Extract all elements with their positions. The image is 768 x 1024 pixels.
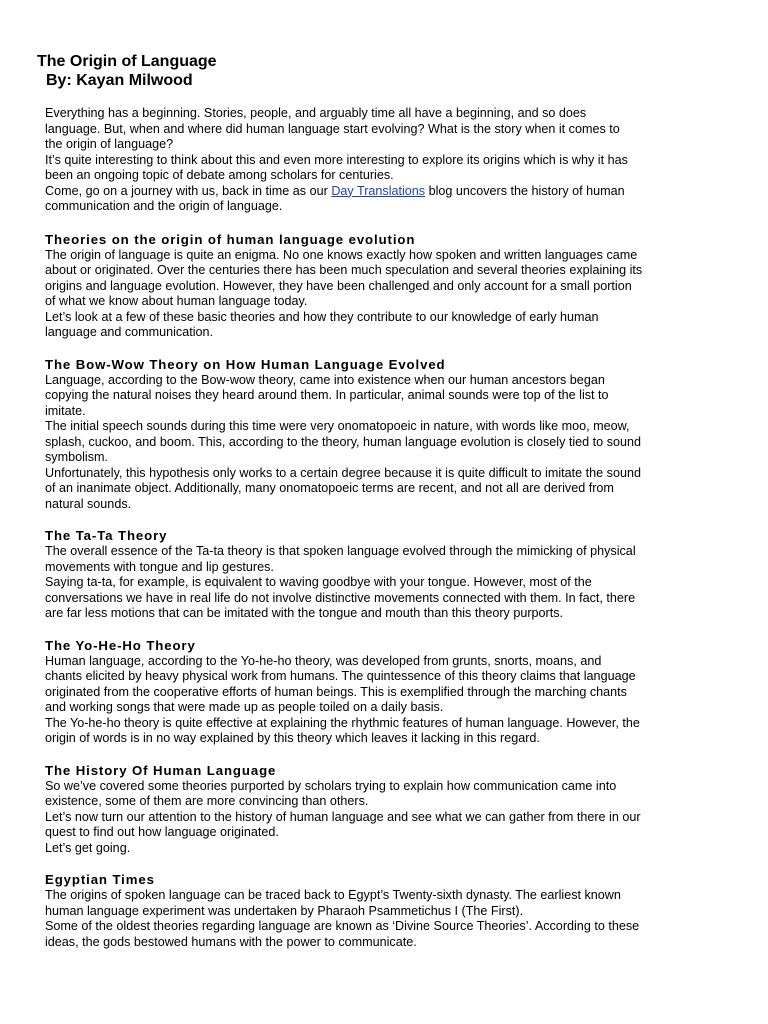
text-line: So we’ve covered some theories purported by scholars trying to explain how communication came into (45, 778, 617, 793)
text-line: splash, cuckoo, and boom. This, according to the theory, human language evolution is closely tied to sound (45, 434, 642, 449)
text-line: language and communication. (45, 325, 214, 339)
document-title: The Origin of Language (37, 53, 217, 70)
text-line (45, 184, 735, 200)
text-line: conversations we have in real life do not involve distinctive movements connected with them. In fact, there (45, 590, 636, 605)
section-heading: The Bow-Wow Theory on How Human Language Evolved (45, 356, 446, 372)
text-line: It’s quite interesting to think about this and even more interesting to explore its origins which is why it has (45, 152, 628, 167)
section-heading: Theories on the origin of human language evolution (45, 231, 416, 247)
text-line: human language experiment was undertaken by Pharaoh Psammetichus I (The First). (45, 903, 524, 918)
text-line: and working songs that were made up as people toiled on a daily basis. (45, 700, 444, 714)
sections-container (45, 232, 735, 951)
text-line: The overall essence of the Ta-ta theory is that spoken language evolved through the mimicking of physical (45, 544, 636, 558)
text-line: are far less motions that can be imitated with the tongue and mouth than this theory purports. (45, 606, 564, 620)
text-line: Human language, according to the Yo-he-ho theory, was developed from grunts, snorts, moans, and (45, 653, 602, 668)
text-line: Let’s get going. (45, 840, 131, 855)
link-line-after: blog uncovers the history of human (425, 183, 625, 198)
text-line: imitate. (45, 403, 86, 418)
text-line: about or originated. Over the centuries there has been much speculation and several theories explaining its (45, 263, 643, 277)
text-line: quest to find out how language originated. (45, 825, 279, 839)
text-line: Let’s look at a few of these basic theories and how they contribute to our knowledge of early human (45, 309, 599, 324)
document-author: By: Kayan Milwood (46, 72, 193, 89)
section-paragraph (45, 779, 735, 857)
text-line: movements with tongue and lip gestures. (45, 559, 274, 574)
day-translations-link[interactable]: Day Translations (331, 183, 426, 198)
text-line: symbolism. (45, 450, 108, 464)
text-line: The Yo-he-ho theory is quite effective at explaining the rhythmic features of human language. However, the (45, 715, 640, 730)
text-line: Unfortunately, this hypothesis only works to a certain degree because it is quite difficult to imitate the sound (45, 465, 641, 480)
text-line: copying the natural noises they heard around them. In particular, animal sounds were top of the list to (45, 388, 609, 402)
text-line: The initial speech sounds during this time were very onomatopoeic in nature, with words like moo, meow, (45, 419, 630, 433)
section-paragraph (45, 544, 735, 622)
text-line: language. But, when and where did human language start evolving? What is the story when it comes to (45, 121, 620, 136)
text-line: communication and the origin of language. (45, 199, 283, 213)
link-line-before: Come, go on a journey with us, back in time as our (45, 183, 332, 198)
section-paragraph (45, 888, 735, 950)
text-line: Language, according to the Bow-wow theory, came into existence when our human ancestors began (45, 372, 605, 387)
text-line: ideas, the gods bestowed humans with the power to communicate. (45, 934, 417, 949)
section-paragraph (45, 248, 735, 341)
text-line: origin of words is in no way explained by this theory which leaves it lacking in this regard. (45, 731, 540, 745)
text-line: originated from the cooperative efforts of human beings. This is exemplified through the marching chants (45, 684, 627, 699)
section-heading: The Ta-Ta Theory (45, 528, 168, 543)
text-line: Everything has a beginning. Stories, people, and arguably time all have a beginning, and so does (45, 106, 587, 120)
text-line: of what we know about human language today. (45, 294, 308, 308)
section-paragraph (45, 654, 735, 747)
text-line: The origin of language is quite an enigma. No one knows exactly how spoken and written languages came (45, 247, 638, 262)
text-line: been an ongoing topic of debate among scholars for centuries. (45, 168, 394, 182)
text-line: Saying ta-ta, for example, is equivalent to waving goodbye with your tongue. However, most of the (45, 575, 592, 589)
document-body (45, 106, 735, 950)
text-line: natural sounds. (45, 496, 132, 511)
intro-paragraph (45, 106, 735, 215)
section-heading: The Yo-He-Ho Theory (45, 637, 196, 653)
text-line: Let’s now turn our attention to the history of human language and see what we can gather from there in our (45, 809, 641, 824)
text-line: The origins of spoken language can be traced back to Egypt’s Twenty-sixth dynasty. The earliest known (45, 888, 621, 902)
text-line: existence, some of them are more convincing than others. (45, 794, 369, 808)
section-heading: Egyptian Times (45, 872, 155, 887)
text-line: the origin of language? (45, 137, 174, 151)
text-line: Some of the oldest theories regarding language are known as ‘Divine Source Theories’. According to these (45, 919, 640, 933)
text-line: origins and language evolution. However, they have been challenged and only account for a small portion (45, 278, 632, 293)
text-line: of an inanimate object. Additionally, many onomatopoeic terms are recent, and not all are derived from (45, 481, 614, 495)
section-paragraph (45, 373, 735, 513)
text-line: chants elicited by heavy physical work from humans. The quintessence of this theory claims that language (45, 669, 636, 683)
section-heading: The History Of Human Language (45, 762, 277, 778)
